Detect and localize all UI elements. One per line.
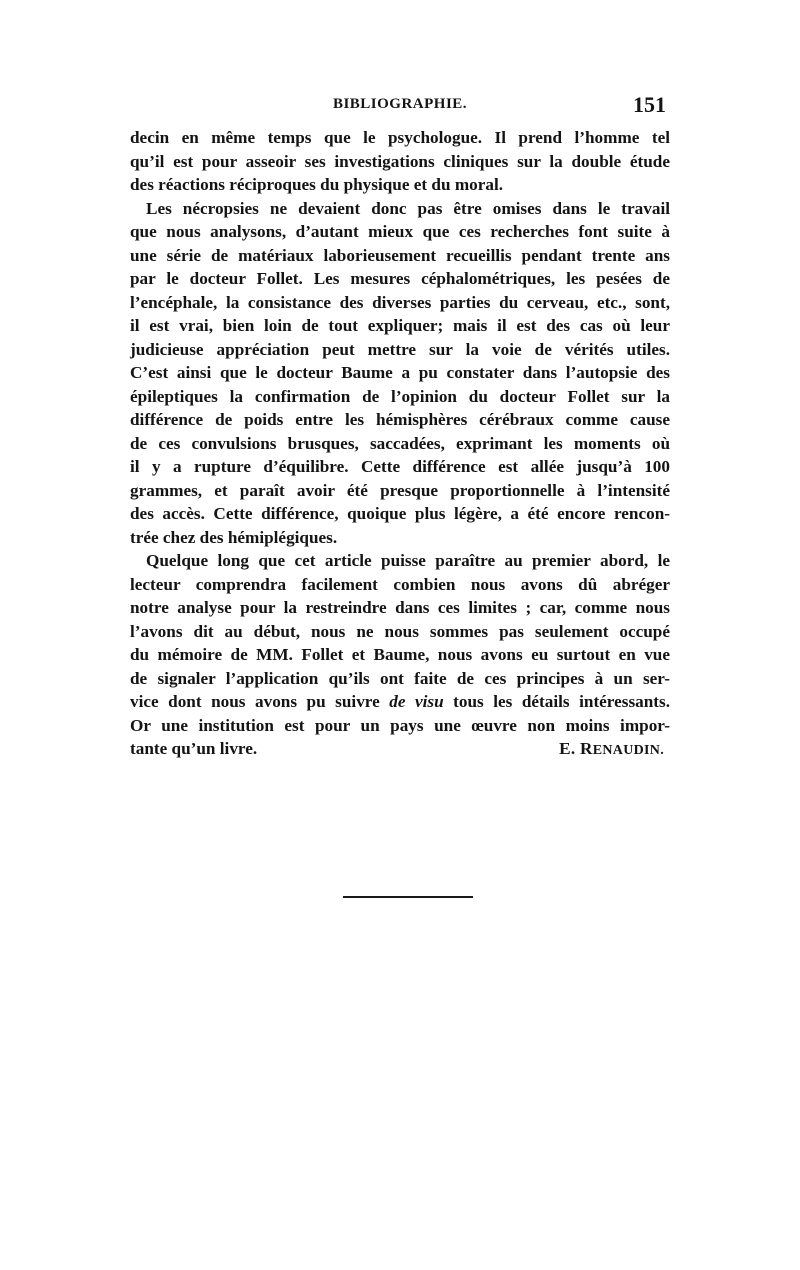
- text-line: par le docteur Follet. Les mesures céphalométriques, les pesées de: [130, 269, 670, 288]
- text-line: que nous analysons, d’autant mieux que ces recherches font suite à: [130, 222, 670, 241]
- body-text: [130, 126, 670, 761]
- text-line: qu’il est pour asseoir ses investigations cliniques sur la double étude: [130, 151, 670, 171]
- text-line: il est vrai, bien loin de tout expliquer; mais il est des cas où leur: [130, 316, 670, 335]
- text-line: l’avons dit au début, nous ne nous sommes pas seulement occupé: [130, 621, 670, 641]
- author-signature: [559, 737, 670, 761]
- text-line: C’est ainsi que le docteur Baume a pu constater dans l’autopsie des: [130, 363, 670, 382]
- text-segment: vice dont nous avons pu suivre: [130, 692, 390, 711]
- text-line: une série de matériaux laborieusement recueillis pendant trente ans: [130, 245, 670, 265]
- signature-surname: ENAUDIN.: [592, 743, 664, 758]
- text-line: trée chez des hémiplégiques.: [130, 527, 338, 547]
- text-line: épileptiques la confirmation de l’opinion du docteur Follet sur la: [130, 386, 670, 406]
- text-line: l’encéphale, la consistance des diverses parties du cerveau, etc., sont,: [130, 292, 670, 312]
- text-line-with-italic: [130, 690, 670, 714]
- text-line: il y a rupture d’équilibre. Cette différence est allée jusqu’à 100: [130, 457, 670, 476]
- closing-line: [130, 737, 670, 761]
- text-line: judicieuse appréciation peut mettre sur la voie de vérités utiles.: [130, 339, 670, 359]
- italic-phrase: de visu: [389, 692, 444, 711]
- text-line: du mémoire de MM. Follet et Baume, nous avons eu surtout en vue: [130, 645, 670, 664]
- text-line: lecteur comprendra facilement combien nous avons dû abréger: [130, 574, 670, 594]
- text-line: tante qu’un livre.: [130, 739, 258, 758]
- end-rule: [343, 896, 473, 898]
- signature-initial: E. R: [559, 739, 593, 758]
- text-line: notre analyse pour la restreindre dans ces limites ; car, comme nous: [130, 598, 670, 617]
- running-title: BIBLIOGRAPHIE.: [332, 96, 468, 112]
- text-line: Or une institution est pour un pays une œuvre non moins impor-: [130, 715, 670, 735]
- text-line: des accès. Cette différence, quoique plus légère, a été encore rencon-: [130, 504, 670, 523]
- text-line: Les nécropsies ne devaient donc pas être omises dans le travail: [146, 198, 670, 218]
- text-line: Quelque long que cet article puisse paraître au premier abord, le: [146, 551, 670, 570]
- text-segment: tous les détails intéressants.: [443, 692, 670, 711]
- running-head: [130, 92, 670, 118]
- text-line: grammes, et paraît avoir été presque proportionnelle à l’intensité: [130, 480, 670, 500]
- text-line: différence de poids entre les hémisphères cérébraux comme cause: [130, 410, 670, 429]
- text-line: de signaler l’application qu’ils ont faite de ces principes à un ser-: [130, 668, 670, 688]
- text-line: decin en même temps que le psychologue. Il prend l’homme tel: [130, 128, 670, 147]
- page-number: 151: [633, 92, 666, 117]
- text-line: des réactions réciproques du physique et du moral.: [130, 175, 504, 194]
- text-line: de ces convulsions brusques, saccadées, exprimant les moments où: [130, 433, 670, 453]
